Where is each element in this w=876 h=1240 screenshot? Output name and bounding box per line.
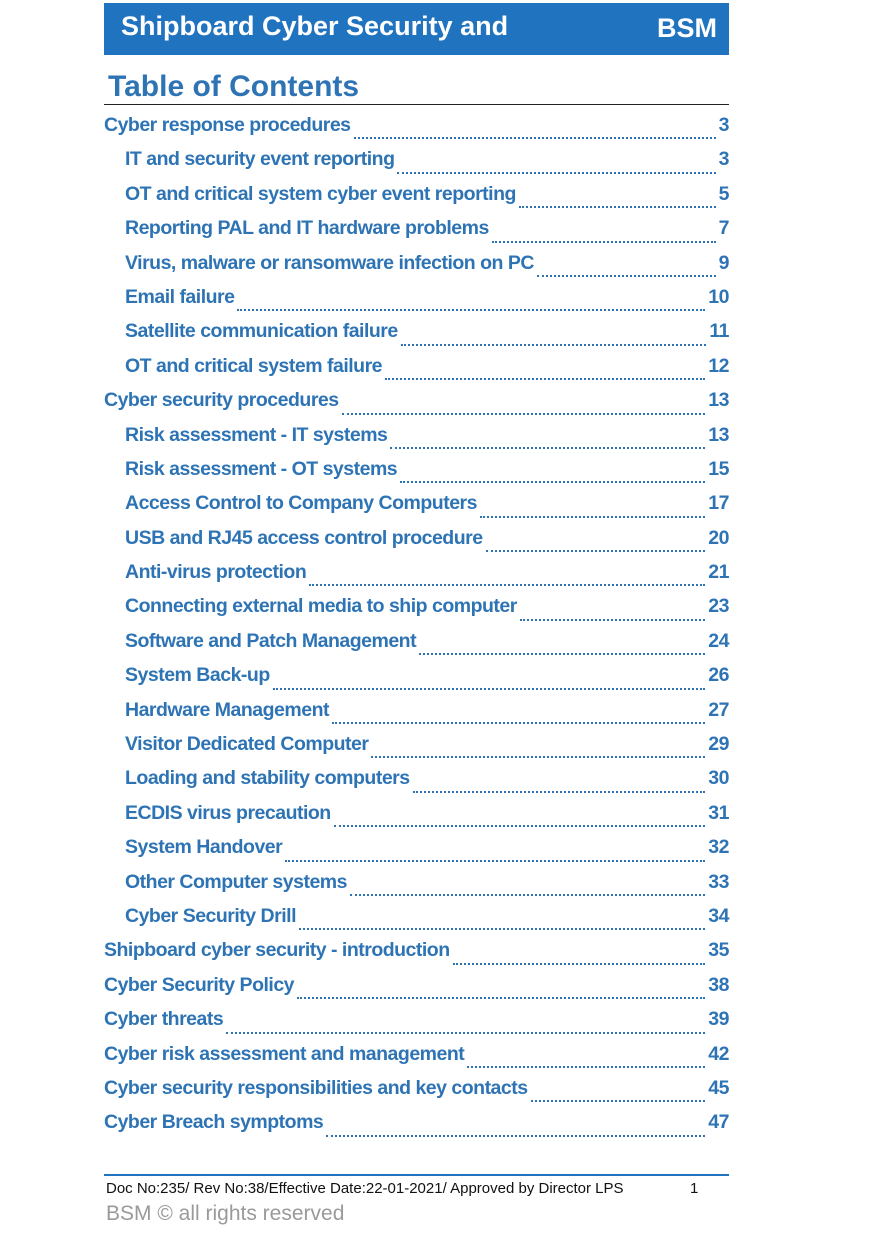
toc-entry-page: 13 [708, 423, 729, 446]
toc-dot-leader [401, 344, 707, 346]
toc-dot-leader [467, 1066, 705, 1068]
toc-entry-page: 7 [718, 217, 729, 240]
toc-dot-leader [371, 756, 705, 758]
toc-entry-page: 21 [708, 561, 729, 584]
toc-dot-leader [309, 584, 705, 586]
toc-entry[interactable] [104, 699, 729, 733]
toc-entry[interactable] [104, 1008, 729, 1042]
toc-entry-page: 45 [708, 1076, 729, 1099]
toc-entry[interactable] [104, 527, 729, 561]
toc-entry-title: Cyber response procedures [104, 114, 351, 136]
toc-entry-title: Loading and stability computers [125, 767, 410, 790]
toc-dot-leader [531, 1100, 706, 1102]
toc-dot-leader [519, 206, 716, 208]
toc-dot-leader [385, 378, 705, 380]
footer-rule [104, 1174, 729, 1176]
toc-entry-page: 30 [708, 767, 729, 790]
toc-dot-leader [354, 137, 716, 139]
toc-heading-rule [104, 104, 729, 105]
toc-dot-leader [237, 309, 705, 311]
toc-entry[interactable] [104, 664, 729, 698]
toc-entry[interactable] [104, 595, 729, 629]
toc-entry-page: 35 [708, 939, 729, 962]
toc-entry-page: 39 [708, 1008, 729, 1031]
toc-entry-title: Satellite communication failure [125, 320, 398, 343]
toc-entry-title: Visitor Dedicated Computer [125, 733, 369, 756]
toc-entry-title: Anti-virus protection [125, 561, 307, 584]
toc-entry-page: 29 [708, 733, 729, 756]
toc-heading: Table of Contents [108, 70, 360, 103]
toc-entry[interactable] [104, 1077, 729, 1111]
toc-entry-page: 24 [708, 629, 729, 652]
toc-dot-leader [400, 481, 705, 483]
toc-entry-title: Access Control to Company Computers [125, 492, 477, 515]
toc-entry[interactable] [104, 905, 729, 939]
toc-entry-title: Cyber risk assessment and management [104, 1042, 465, 1065]
toc-entry[interactable] [104, 939, 729, 973]
toc-dot-leader [480, 516, 705, 518]
toc-dot-leader [334, 825, 706, 827]
toc-entry-page: 5 [718, 182, 729, 205]
toc-entry[interactable] [104, 458, 729, 492]
toc-entry-page: 38 [708, 973, 729, 996]
toc-entry-title: OT and critical system cyber event reporting [125, 182, 516, 205]
toc-entry[interactable] [104, 424, 729, 458]
toc-entry-page: 10 [708, 285, 729, 308]
toc-entry-title: Connecting external media to ship computer [125, 595, 517, 618]
toc-entry-title: IT and security event reporting [125, 148, 395, 171]
toc-entry-title: Cyber security procedures [104, 389, 339, 412]
toc-dot-leader [332, 722, 705, 724]
toc-entry-title: Risk assessment - IT systems [125, 423, 388, 446]
toc-list [104, 114, 729, 1146]
toc-entry[interactable] [104, 148, 729, 182]
toc-entry-title: USB and RJ45 access control procedure [125, 526, 483, 549]
toc-entry-title: Reporting PAL and IT hardware problems [125, 217, 489, 240]
toc-dot-leader [453, 963, 706, 965]
toc-entry-page: 3 [718, 148, 729, 171]
header-brand-logo: BSM [657, 13, 717, 43]
toc-entry[interactable] [104, 733, 729, 767]
toc-dot-leader [342, 413, 706, 415]
toc-entry-title: Shipboard cyber security - introduction [104, 939, 450, 962]
toc-dot-leader [413, 791, 706, 793]
toc-entry-page: 17 [708, 492, 729, 515]
footer-page-number: 1 [690, 1180, 699, 1197]
toc-entry-page: 12 [708, 354, 729, 377]
toc-entry[interactable] [104, 114, 729, 148]
toc-dot-leader [297, 997, 705, 999]
toc-entry-page: 23 [708, 595, 729, 618]
toc-entry-page: 33 [708, 870, 729, 893]
toc-entry[interactable] [104, 767, 729, 801]
toc-entry[interactable] [104, 836, 729, 870]
toc-entry-title: Other Computer systems [125, 870, 347, 893]
toc-entry[interactable] [104, 389, 729, 423]
toc-entry-page: 13 [708, 389, 729, 412]
toc-entry-title: Cyber security responsibilities and key contacts [104, 1076, 528, 1099]
header-title: Shipboard Cyber Security and [121, 11, 509, 41]
toc-entry-page: 31 [708, 801, 729, 824]
toc-entry-title: Hardware Management [125, 698, 329, 721]
toc-entry[interactable] [104, 183, 729, 217]
toc-entry[interactable] [104, 286, 729, 320]
toc-entry-page: 11 [709, 320, 729, 343]
toc-entry[interactable] [104, 492, 729, 526]
toc-entry-title: Cyber Security Policy [104, 973, 295, 996]
toc-entry[interactable] [104, 1043, 729, 1077]
toc-entry-page: 3 [718, 114, 729, 136]
toc-entry-title: Virus, malware or ransomware infection on PC [125, 251, 534, 274]
toc-dot-leader [326, 1135, 705, 1137]
toc-entry-title: Email failure [125, 285, 235, 308]
toc-dot-leader [492, 241, 716, 243]
toc-entry-title: Cyber Breach symptoms [104, 1111, 324, 1134]
toc-entry[interactable] [104, 871, 729, 905]
footer-copyright: BSM © all rights reserved [106, 1202, 345, 1225]
toc-dot-leader [285, 860, 705, 862]
toc-entry-title: ECDIS virus precaution [125, 801, 331, 824]
toc-entry-page: 42 [708, 1042, 729, 1065]
toc-dot-leader [226, 1032, 705, 1034]
toc-entry-page: 15 [708, 457, 729, 480]
toc-entry[interactable] [104, 355, 729, 389]
toc-entry-page: 20 [708, 526, 729, 549]
toc-entry-page: 34 [708, 904, 729, 927]
toc-entry-page: 32 [708, 836, 729, 859]
toc-entry[interactable] [104, 217, 729, 251]
toc-entry-title: Cyber Security Drill [125, 904, 296, 927]
toc-entry[interactable] [104, 320, 729, 354]
toc-dot-leader [390, 447, 705, 449]
toc-dot-leader [273, 688, 706, 690]
toc-entry-title: Cyber threats [104, 1008, 224, 1031]
toc-entry[interactable] [104, 974, 729, 1008]
toc-entry-page: 47 [708, 1111, 729, 1134]
toc-entry-title: OT and critical system failure [125, 354, 383, 377]
toc-entry-title: Software and Patch Management [125, 629, 417, 652]
toc-entry-page: 27 [708, 698, 729, 721]
toc-dot-leader [537, 275, 716, 277]
toc-entry[interactable] [104, 630, 729, 664]
footer-doc-info: Doc No:235/ Rev No:38/Effective Date:22-01-2021/ Approved by Director LPS [106, 1180, 624, 1197]
toc-entry[interactable] [104, 561, 729, 595]
toc-entry[interactable] [104, 802, 729, 836]
document-header [104, 3, 729, 55]
toc-entry-page: 9 [718, 251, 729, 274]
toc-dot-leader [299, 928, 705, 930]
toc-entry-title: System Back-up [125, 664, 270, 687]
toc-entry[interactable] [104, 1111, 729, 1145]
toc-dot-leader [486, 550, 706, 552]
toc-dot-leader [397, 172, 715, 174]
toc-entry-title: Risk assessment - OT systems [125, 457, 398, 480]
toc-entry-title: System Handover [125, 836, 283, 859]
toc-dot-leader [350, 894, 705, 896]
toc-entry[interactable] [104, 252, 729, 286]
toc-dot-leader [419, 653, 705, 655]
toc-dot-leader [520, 619, 705, 621]
toc-entry-page: 26 [708, 664, 729, 687]
